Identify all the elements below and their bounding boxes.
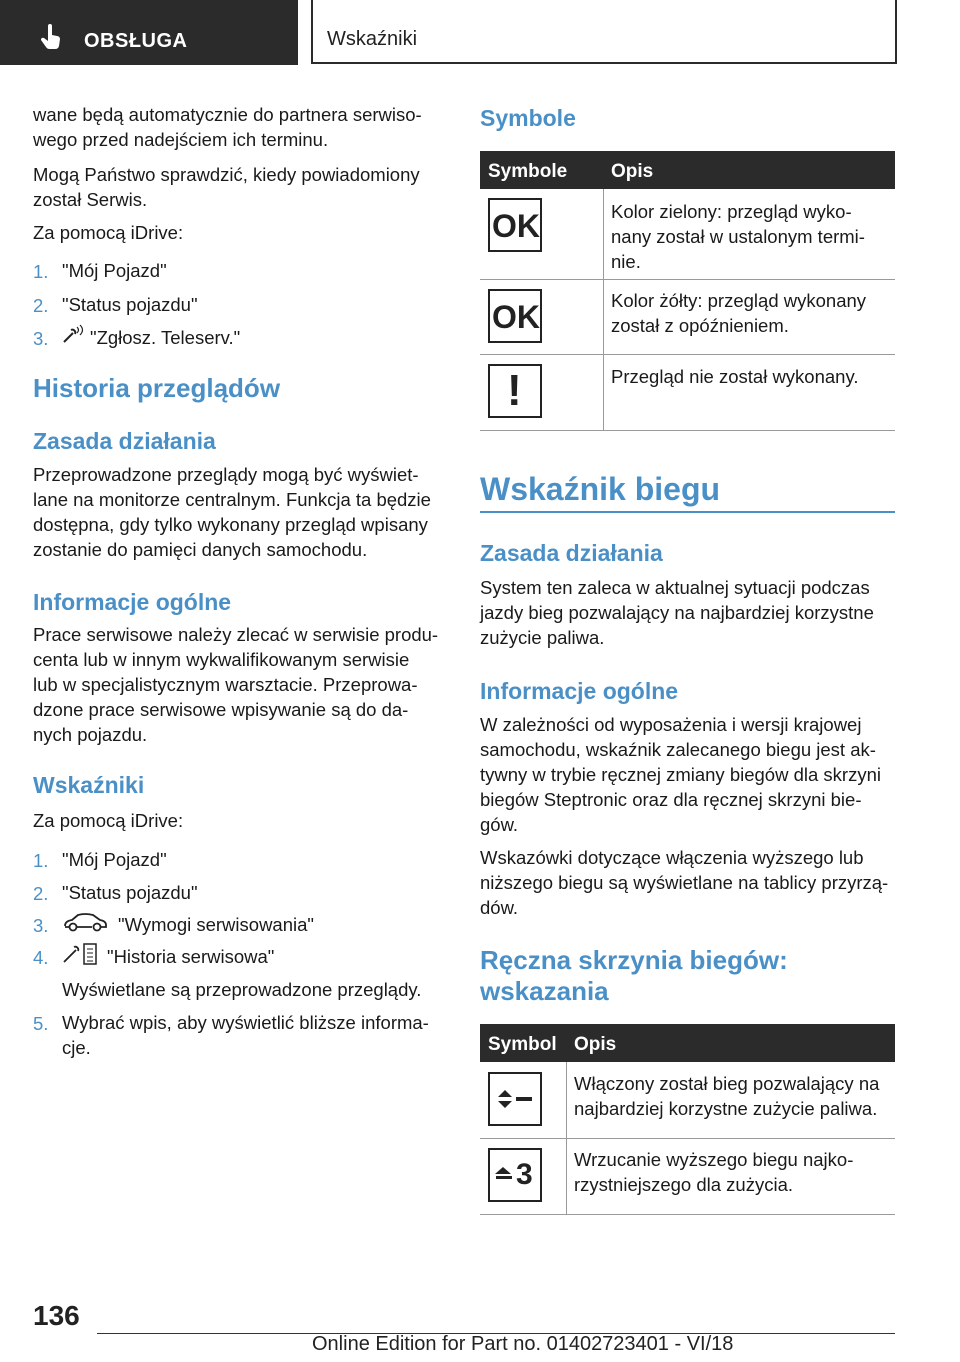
warning-symbol: ! <box>488 364 542 418</box>
idrive-label-2: Za pomocą iDrive: <box>33 810 184 831</box>
topic-title: Wskaźniki <box>327 28 418 50</box>
intro-paragraph: wane będą automatycznie do partnera serwiso- wego przed nadejściem ich terminu. <box>33 104 422 150</box>
hand-icon <box>40 24 62 50</box>
page-number: 136 <box>33 1300 80 1331</box>
gear-table-header: Symbol Opis <box>480 1024 895 1062</box>
gear-optimal-symbol <box>488 1072 542 1126</box>
notify-paragraph: Mogą Państwo sprawdzić, kiedy powiadomiony został Serwis. <box>33 164 420 210</box>
gear-principle-paragraph: System ten zaleca w aktualnej sytuacji podczas jazdy bieg pozwalający na najbardziej korzystne zużycie paliwa. <box>480 577 874 648</box>
heading-general-info: Informacje ogólne <box>33 589 232 615</box>
topic-header <box>311 0 897 64</box>
hints-paragraph: Wskazówki dotyczące włączenia wyższego lub niższego biegu są wyświetlane na tablicy przyrzą- dów. <box>480 847 889 918</box>
heading-rule <box>480 511 895 513</box>
list-note: Wyświetlane są przeprowadzone przeglądy. <box>62 979 422 1000</box>
gear-general-paragraph: W zależności od wyposażenia i wersji krajowej samochodu, wskaźnik zalecanego biegu jest ak- tywny w trybie ręcznej zmiany biegów dla skrzyni biegów Steptronic oraz dla ręcznej skrzyni bie- gów. <box>480 714 881 835</box>
idrive-label: Za pomocą iDrive: <box>33 222 184 243</box>
heading-general-info: Informacje ogólne <box>480 678 679 704</box>
heading-service-history: Historia przeglądów <box>33 373 281 403</box>
chapter-tab <box>0 0 298 65</box>
heading-gear-indicator: Wskaźnik biegu <box>480 471 721 507</box>
car-icon <box>62 912 108 932</box>
heading-indicators: Wskaźniki <box>33 772 145 798</box>
heading-symbols: Symbole <box>480 105 576 131</box>
ok-symbol: OK <box>488 289 542 343</box>
service-history-icon <box>62 942 98 966</box>
heading-principle: Zasada działania <box>33 428 216 454</box>
general-paragraph: Prace serwisowe należy zlecać w serwisie produ- centa lub w innym wykwalifikowanym serwisie lub w specjalistycznym warsztacie. Przeprowa- dzone prace serwisowe wpisywanie są do da- nych pojazdu. <box>33 624 439 745</box>
wrench-signal-icon <box>62 324 84 344</box>
edition-note: Online Edition for Part no. 01402723401 - VI/18 <box>312 1333 734 1355</box>
chapter-title: OBSŁUGA <box>84 30 188 52</box>
heading-principle: Zasada działania <box>480 540 663 566</box>
upshift-arrow-icon <box>494 1167 514 1181</box>
symbols-table-header: Symbole Opis <box>480 151 895 189</box>
principle-paragraph: Przeprowadzone przeglądy mogą być wyświet- lane na monitorze centralnym. Funkcja ta będzie dostępna, gdy tylko wykonany przegląd wpisany zostanie do pamięci danych samochodu. <box>33 464 431 560</box>
heading-manual-gearbox: Ręczna skrzynia biegów: wskazania <box>480 945 788 1006</box>
shift-arrows-icon <box>496 1087 534 1111</box>
table-divider <box>603 189 604 430</box>
ok-symbol: OK <box>488 198 542 252</box>
upshift-symbol: 3 <box>488 1148 542 1202</box>
